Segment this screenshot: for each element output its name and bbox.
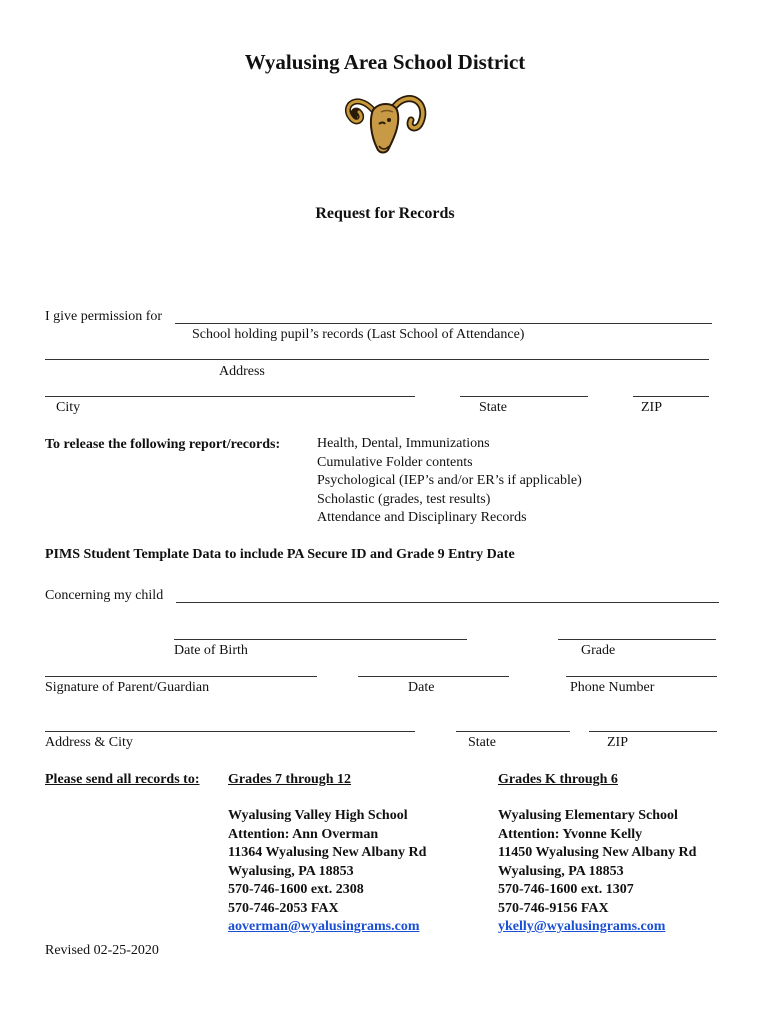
high-school-address xyxy=(228,807,426,937)
school-caption: School holding pupil’s records (Last School of Attendance) xyxy=(192,327,525,342)
state2-caption: State xyxy=(468,735,496,750)
phone-caption: Phone Number xyxy=(570,680,655,695)
date-caption: Date xyxy=(408,680,435,695)
child-name-field[interactable] xyxy=(176,602,719,603)
school-name-field[interactable] xyxy=(175,323,712,324)
send-label: Please send all records to: xyxy=(45,772,200,787)
address-line: 570-746-9156 FAX xyxy=(498,900,609,916)
address-line: Wyalusing Valley High School xyxy=(228,808,408,823)
elementary-heading: Grades K through 6 xyxy=(498,772,618,787)
address-city-field[interactable] xyxy=(45,731,415,732)
address-caption: Address xyxy=(219,364,265,379)
zip-field[interactable] xyxy=(633,396,709,397)
grade-caption: Grade xyxy=(581,643,616,658)
list-item: Health, Dental, Immunizations xyxy=(317,436,490,451)
zip-caption: ZIP xyxy=(641,400,662,415)
elementary-email-link[interactable]: ykelly@wyalusingrams.com xyxy=(498,919,666,934)
permission-label: I give permission for xyxy=(45,309,163,324)
address-line: Attention: Yvonne Kelly xyxy=(498,826,643,842)
dob-caption: Date of Birth xyxy=(174,643,248,658)
page-title: Wyalusing Area School District xyxy=(244,50,526,74)
address-line: 570-746-1600 ext. 2308 xyxy=(228,882,364,897)
state2-field[interactable] xyxy=(456,731,570,732)
release-label: To release the following report/records: xyxy=(45,437,281,452)
revised-date: Revised 02-25-2020 xyxy=(45,943,159,958)
state-field[interactable] xyxy=(460,396,588,397)
address-line: 570-746-2053 FAX xyxy=(228,900,339,916)
grade-field[interactable] xyxy=(558,639,716,640)
address-field[interactable] xyxy=(45,359,709,360)
phone-field[interactable] xyxy=(566,676,717,677)
list-item: Attendance and Disciplinary Records xyxy=(317,510,527,525)
date-of-birth-field[interactable] xyxy=(174,639,467,640)
address-line: Wyalusing, PA 18853 xyxy=(498,863,624,879)
address-line: Attention: Ann Overman xyxy=(228,826,379,842)
address-line: 570-746-1600 ext. 1307 xyxy=(498,882,634,897)
list-item: Scholastic (grades, test results) xyxy=(317,491,491,507)
records-list xyxy=(317,435,582,528)
address-line: Wyalusing Elementary School xyxy=(498,808,678,823)
signature-caption: Signature of Parent/Guardian xyxy=(45,680,210,695)
city-field[interactable] xyxy=(45,396,415,397)
child-label: Concerning my child xyxy=(45,588,164,603)
list-item: Cumulative Folder contents xyxy=(317,454,473,470)
pims-note: PIMS Student Template Data to include PA Secure ID and Grade 9 Entry Date xyxy=(45,547,515,562)
elementary-address xyxy=(498,807,696,937)
high-school-heading: Grades 7 through 12 xyxy=(228,772,352,787)
list-item: Psychological (IEP’s and/or ER’s if applicable) xyxy=(317,473,582,488)
signature-field[interactable] xyxy=(45,676,317,677)
state-caption: State xyxy=(479,400,507,415)
address-city-caption: Address & City xyxy=(45,735,133,750)
ram-head-logo-icon xyxy=(343,88,427,158)
page-subtitle: Request for Records xyxy=(315,205,455,222)
zip2-field[interactable] xyxy=(589,731,717,732)
address-line: 11364 Wyalusing New Albany Rd xyxy=(228,845,427,860)
address-line: Wyalusing, PA 18853 xyxy=(228,863,354,879)
date-field[interactable] xyxy=(358,676,509,677)
zip2-caption: ZIP xyxy=(607,735,628,750)
address-line: 11450 Wyalusing New Albany Rd xyxy=(498,845,697,860)
city-caption: City xyxy=(56,400,81,415)
high-school-email-link[interactable]: aoverman@wyalusingrams.com xyxy=(228,919,420,934)
